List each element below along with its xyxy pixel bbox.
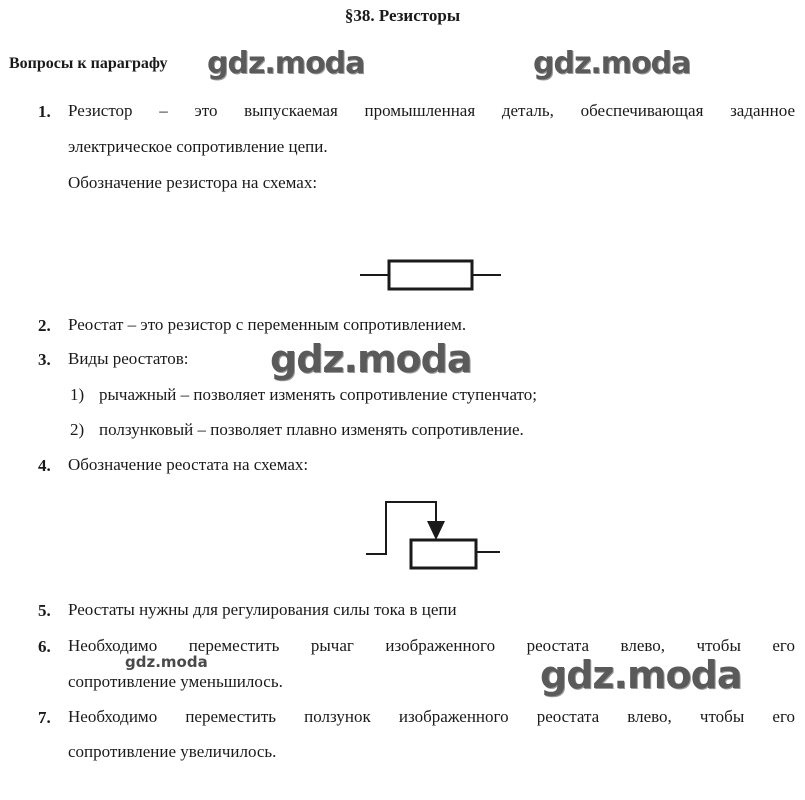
item-1-line-2: электрическое сопротивление цепи.	[68, 137, 328, 156]
section-subtitle: Вопросы к параграфу	[9, 55, 168, 72]
item-1-number: 1.	[38, 102, 51, 121]
rheostat-symbol	[360, 495, 505, 575]
item-1-line-1: Резистор – это выпускаемая промышленная деталь, обеспечивающая заданное	[68, 101, 795, 120]
watermark: gdz.moda	[540, 653, 742, 697]
item-3-sub-1-number: 1)	[70, 385, 85, 404]
item-6-line-2: сопротивление уменьшилось.	[68, 672, 283, 691]
watermark: gdz.moda	[270, 337, 472, 381]
item-1-line-3: Обозначение резистора на схемах:	[68, 173, 318, 192]
item-6-line-1: Необходимо переместить рычаг изображенного реостата влево, чтобы его	[68, 636, 795, 655]
item-5-number: 5.	[38, 601, 51, 620]
item-4-number: 4.	[38, 456, 51, 475]
item-2-number: 2.	[38, 316, 51, 335]
item-5-text: Реостаты нужны для регулирования силы тока в цепи	[68, 600, 457, 619]
item-7-number: 7.	[38, 708, 51, 727]
item-4-text: Обозначение реостата на схемах:	[68, 455, 309, 474]
resistor-symbol	[355, 255, 505, 295]
watermark: gdz.moda	[533, 46, 691, 81]
item-6-number: 6.	[38, 637, 51, 656]
item-2-text: Реостат – это резистор с переменным сопротивлением.	[68, 315, 467, 334]
page-title: §38. Резисторы	[344, 6, 461, 25]
watermark: gdz.moda	[125, 653, 208, 671]
item-3-sub-2-number: 2)	[70, 420, 85, 439]
item-7-line-2: сопротивление увеличилось.	[68, 742, 277, 761]
item-7-line-1: Необходимо переместить ползунок изображенного реостата влево, чтобы его	[68, 707, 795, 726]
item-3-sub-2-text: ползунковый – позволяет плавно изменять сопротивление.	[99, 420, 524, 439]
item-3-number: 3.	[38, 350, 51, 369]
item-3-sub-1-text: рычажный – позволяет изменять сопротивление ступенчато;	[99, 385, 537, 404]
item-3-text: Виды реостатов:	[68, 349, 189, 368]
watermark: gdz.moda	[207, 46, 365, 81]
